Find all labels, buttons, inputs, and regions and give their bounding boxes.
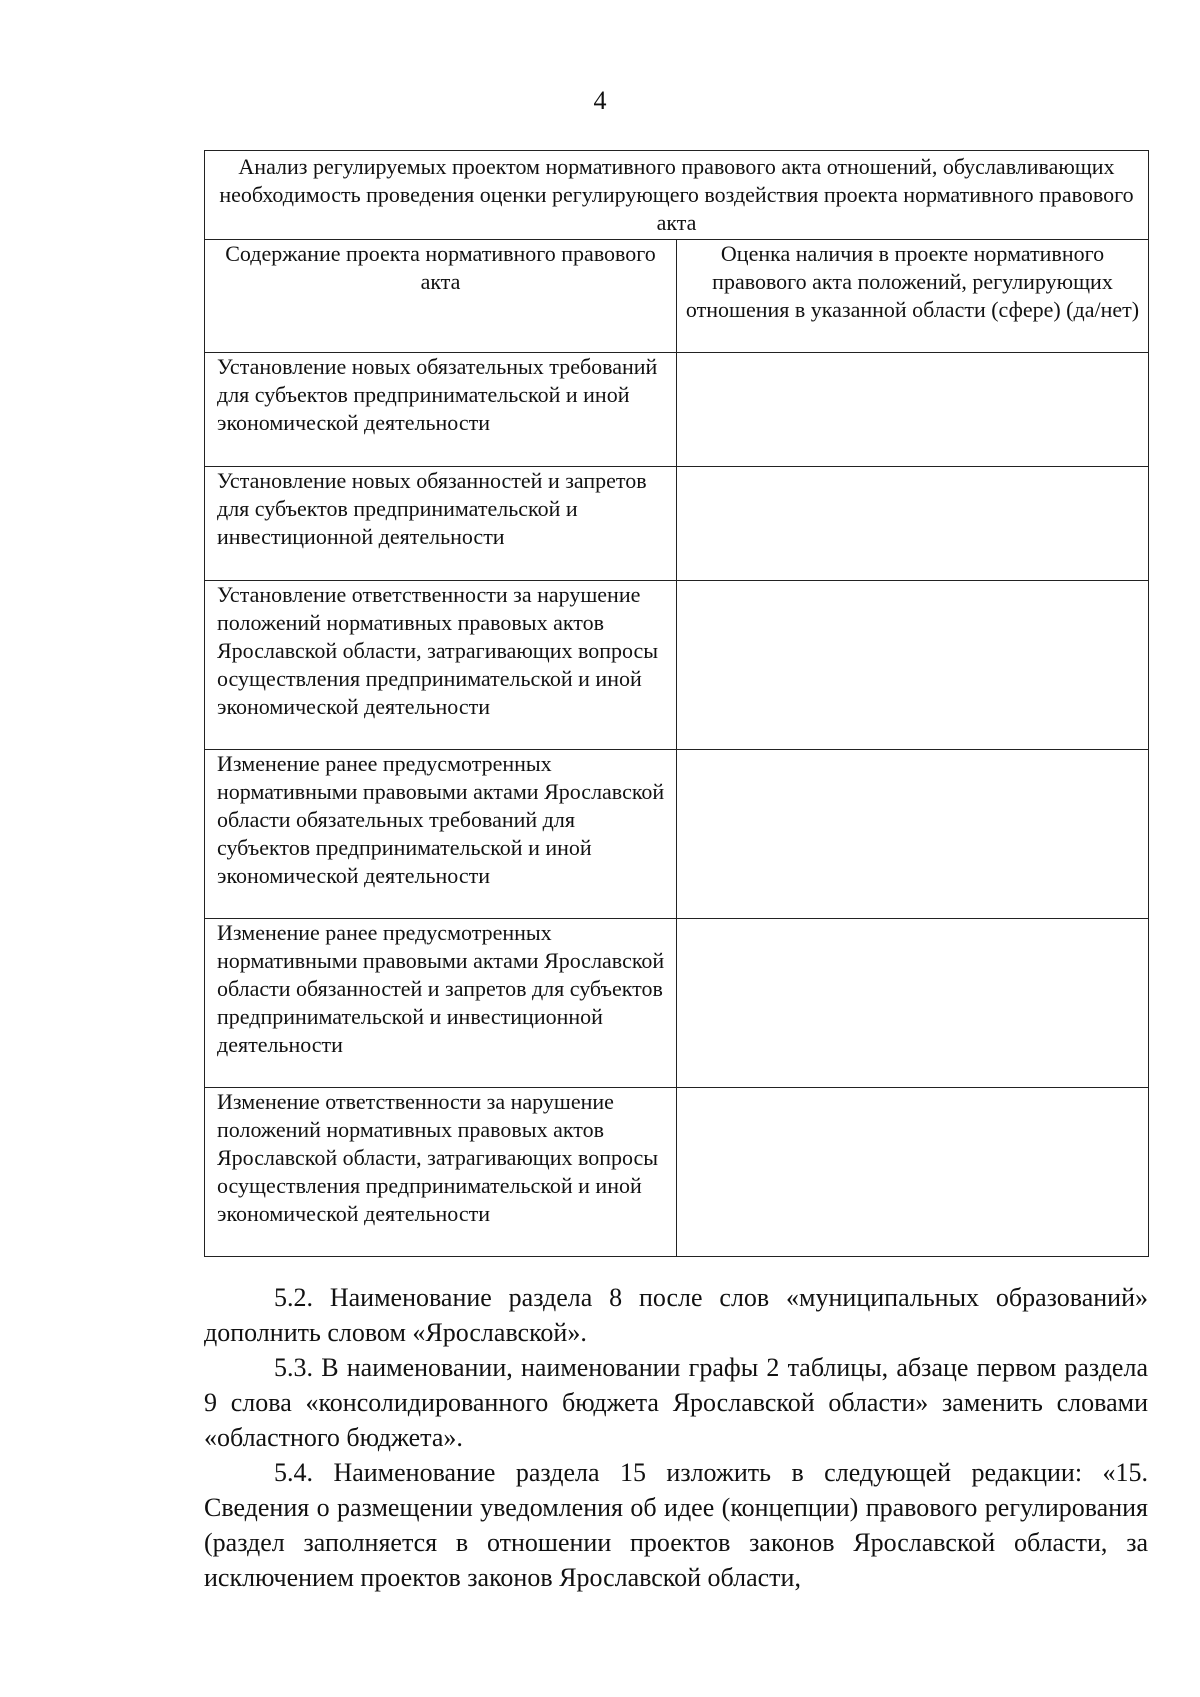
table-caption: Анализ регулируемых проектом нормативного правового акта отношений, обуславливающих необходимость проведения оценки регулирующего воздействия проекта нормативного правового акта [205,151,1149,240]
row-content: Установление ответственности за нарушение положений нормативных правовых актов Ярославской области, затрагивающих вопросы осуществления предпринимательской и иной экономической деятельности [205,581,677,750]
table-row [205,467,1149,581]
paragraph-5-2: 5.2. Наименование раздела 8 после слов «муниципальных образований» дополнить словом «Ярославской». [204,1283,1148,1347]
row-content: Изменение ответственности за нарушение положений нормативных правовых актов Ярославской области, затрагивающих вопросы осуществления предпринимательской и иной экономической деятельности [205,1088,677,1257]
row-assessment [677,1088,1149,1257]
table-row [205,919,1149,1088]
analysis-table [204,150,1149,1257]
table-row [205,750,1149,919]
page-number: 4 [593,86,607,115]
table-row [205,353,1149,467]
column-header-content: Содержание проекта нормативного правового акта [205,240,677,353]
paragraph-5-4: 5.4. Наименование раздела 15 изложить в следующей редакции: «15. Сведения о размещении уведомления об идее (концепции) правового регулирования (раздел заполняется в отношении проектов законов Ярославской области, за исключением проектов законов Ярославской области, [204,1458,1148,1592]
row-assessment [677,353,1149,467]
row-assessment [677,581,1149,750]
column-header-assessment: Оценка наличия в проекте нормативного правового акта положений, регулирующих отношения в указанной области (сфере) (да/нет) [677,240,1149,353]
row-content: Изменение ранее предусмотренных нормативными правовыми актами Ярославской области обязательных требований для субъектов предпринимательской и иной экономической деятельности [205,750,677,919]
table-caption-row [205,151,1149,240]
row-assessment [677,467,1149,581]
row-content: Установление новых обязательных требований для субъектов предпринимательской и иной экономической деятельности [205,353,677,467]
table-row [205,581,1149,750]
body-text [204,1280,1148,1595]
row-assessment [677,919,1149,1088]
table-header-row [205,240,1149,353]
row-assessment [677,750,1149,919]
table-row [205,1088,1149,1257]
row-content: Установление новых обязанностей и запретов для субъектов предпринимательской и инвестиционной деятельности [205,467,677,581]
row-content: Изменение ранее предусмотренных нормативными правовыми актами Ярославской области обязанностей и запретов для субъектов предпринимательской и инвестиционной деятельности [205,919,677,1088]
paragraph-5-3: 5.3. В наименовании, наименовании графы 2 таблицы, абзаце первом раздела 9 слова «консолидированного бюджета Ярославской области» заменить словами «областного бюджета». [204,1353,1148,1452]
